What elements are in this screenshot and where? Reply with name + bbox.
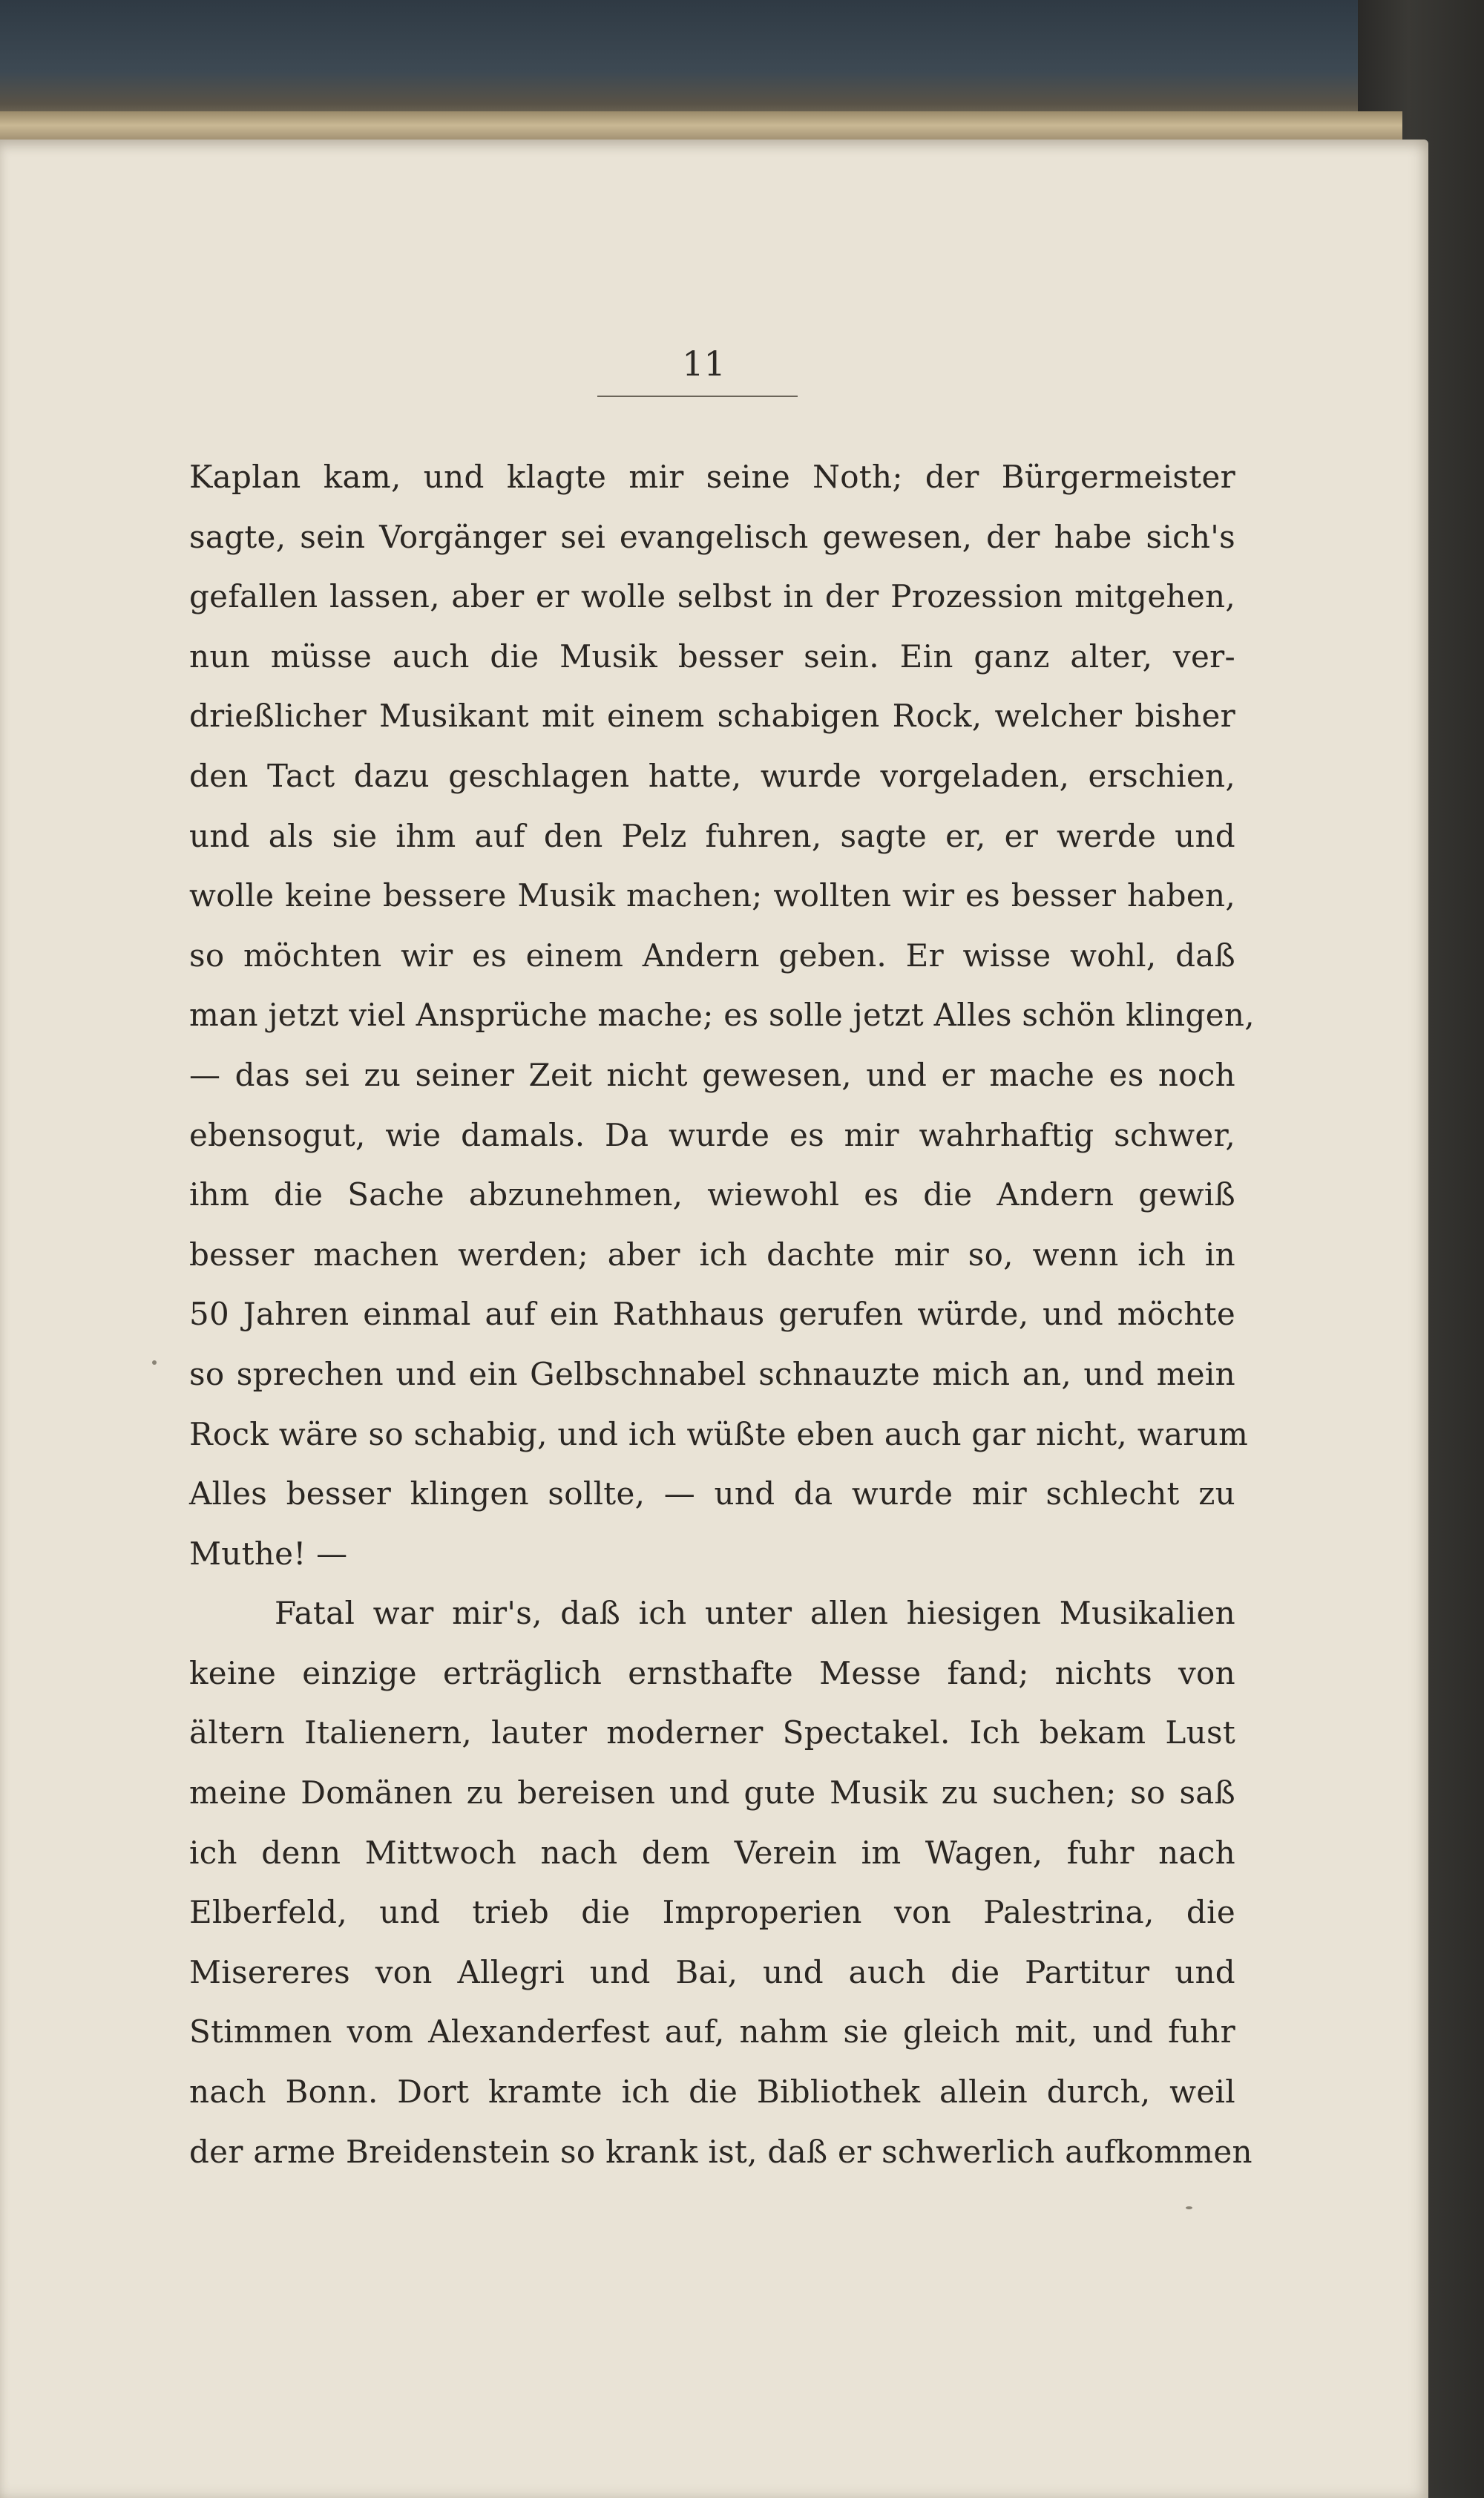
paper-blemish xyxy=(1186,2206,1192,2209)
header-rule xyxy=(597,396,798,397)
book-page xyxy=(0,140,1428,2498)
text-line: drießlicher Musikant mit einem schabigen Rock, welcher bisher xyxy=(189,698,1235,735)
page-edges xyxy=(0,111,1402,140)
text-line: Alles besser klingen sollte, — und da wurde mir schlecht zu xyxy=(189,1475,1235,1512)
text-line: Rock wäre so schabig, und ich wüßte eben auch gar nicht, warum xyxy=(189,1415,1249,1452)
text-line: nun müsse auch die Musik besser sein. Ein ganz alter, ver- xyxy=(189,637,1235,675)
text-line: keine einzige erträglich ernsthafte Messe fand; nichts von xyxy=(189,1654,1235,1691)
text-line: — das sei zu seiner Zeit nicht gewesen, und er mache es noch xyxy=(189,1056,1235,1093)
text-line: gefallen lassen, aber er wolle selbst in der Prozession mitgehen, xyxy=(189,578,1235,615)
text-line: der arme Breidenstein so krank ist, daß er schwerlich aufkommen xyxy=(189,2133,1252,2170)
text-line: wolle keine bessere Musik machen; wollten wir es besser haben, xyxy=(189,877,1235,914)
text-line: ich denn Mittwoch nach dem Verein im Wagen, fuhr nach xyxy=(189,1834,1235,1871)
text-line: Stimmen vom Alexanderfest auf, nahm sie gleich mit, und fuhr xyxy=(189,2013,1235,2050)
text-line: meine Domänen zu bereisen und gute Musik zu suchen; so saß xyxy=(189,1774,1235,1812)
body-text xyxy=(189,448,1255,2182)
text-line: besser machen werden; aber ich dachte mir so, wenn ich in xyxy=(189,1236,1235,1273)
text-line: den Tact dazu geschlagen hatte, wurde vorgeladen, erschien, xyxy=(189,757,1235,794)
text-line: und als sie ihm auf den Pelz fuhren, sagte er, er werde und xyxy=(189,817,1235,854)
text-line: so sprechen und ein Gelbschnabel schnauzte mich an, und mein xyxy=(189,1355,1235,1392)
text-line: man jetzt viel Ansprüche mache; es solle jetzt Alles schön klingen, xyxy=(189,997,1255,1034)
book-cover-top xyxy=(0,0,1380,130)
text-line: 50 Jahren einmal auf ein Rathhaus gerufen würde, und möchte xyxy=(189,1296,1235,1333)
text-line: Muthe! — xyxy=(189,1535,348,1572)
text-line: sagte, sein Vorgänger sei evangelisch gewesen, der habe sich's xyxy=(189,518,1235,555)
text-line: ebensogut, wie damals. Da wurde es mir wahrhaftig schwer, xyxy=(189,1116,1235,1153)
text-line: so möchten wir es einem Andern geben. Er wisse wohl, daß xyxy=(189,937,1235,974)
text-line: Kaplan kam, und klagte mir seine Noth; der Bürgermeister xyxy=(189,459,1235,495)
page-number: 11 xyxy=(682,344,726,384)
text-line: Elberfeld, und trieb die Improperien von Palestrina, die xyxy=(189,1894,1235,1931)
paper-blemish xyxy=(152,1360,157,1365)
text-line: ihm die Sache abzunehmen, wiewohl es die Andern gewiß xyxy=(189,1176,1235,1213)
text-line: nach Bonn. Dort kramte ich die Bibliothek allein durch, weil xyxy=(189,2074,1235,2111)
text-line: Misereres von Allegri und Bai, und auch die Partitur und xyxy=(189,1953,1235,1990)
paragraph-start-line: Fatal war mir's, daß ich unter allen hiesigen Musikalien xyxy=(275,1595,1235,1632)
text-line: ältern Italienern, lauter moderner Spectakel. Ich bekam Lust xyxy=(189,1714,1235,1751)
